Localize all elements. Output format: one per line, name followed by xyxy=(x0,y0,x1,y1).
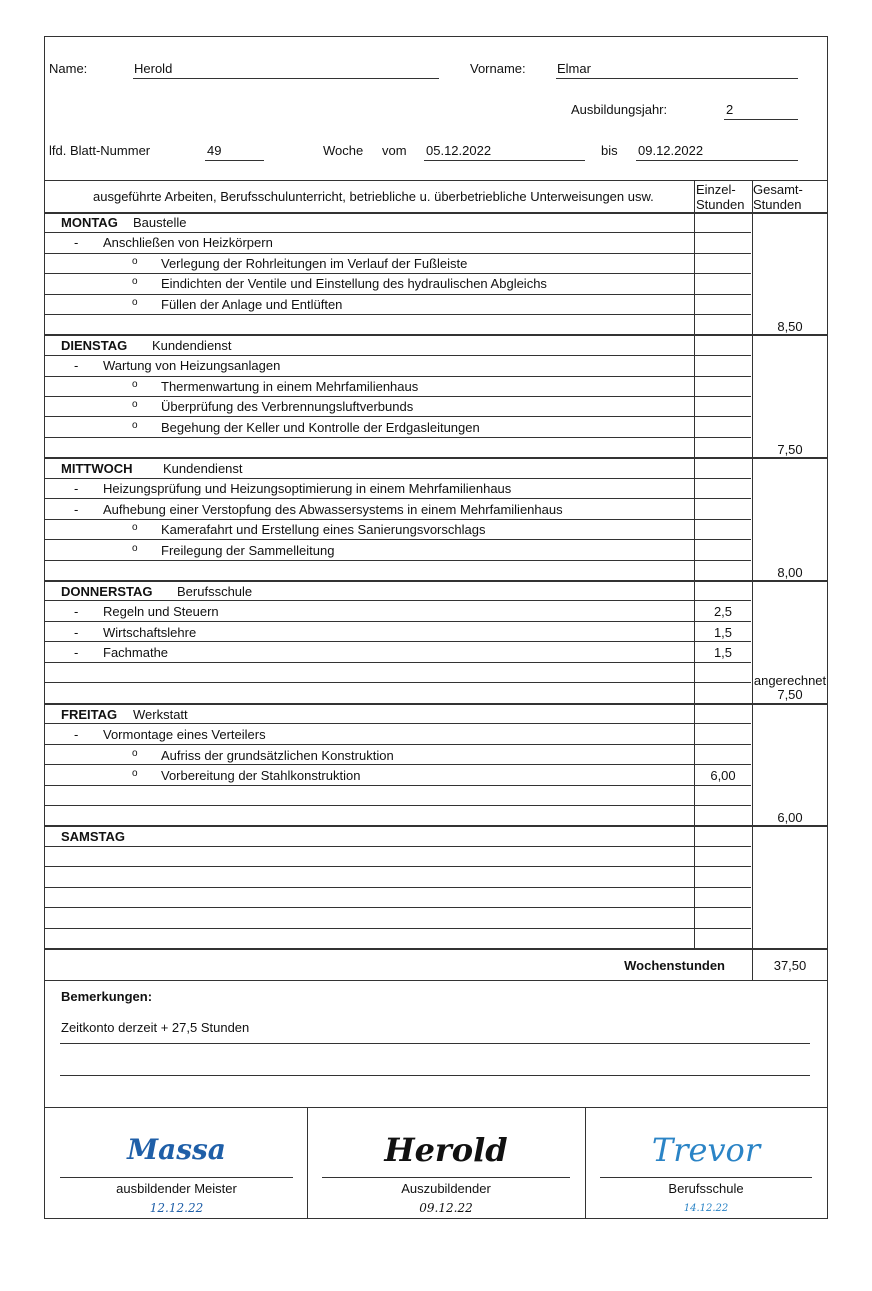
einzel-header-2: Stunden xyxy=(696,197,745,212)
entry-text: Fachmathe xyxy=(103,645,169,660)
gesamt-header-2: Stunden xyxy=(753,197,802,212)
bullet-dash: - xyxy=(74,727,79,742)
entry-text: Begehung der Keller und Kontrolle der Erdgasleitungen xyxy=(161,420,480,435)
row-line xyxy=(45,928,751,929)
blatt-value: 49 xyxy=(207,143,222,158)
row-line xyxy=(45,539,751,540)
row-line xyxy=(45,498,751,499)
row-line xyxy=(45,232,751,233)
name-value: Herold xyxy=(134,61,173,76)
day-total: 7,50 xyxy=(777,442,803,457)
row-line xyxy=(45,273,751,274)
schule-signature: Trevor xyxy=(651,1131,761,1169)
bullet-circle: o xyxy=(132,256,138,267)
bis-underline xyxy=(636,160,798,161)
day-place: Kundendienst xyxy=(152,338,232,353)
row-line xyxy=(45,723,751,724)
vorname-label: Vorname: xyxy=(470,61,526,76)
entry-text: Überprüfung des Verbrennungsluftverbunds xyxy=(161,399,414,414)
remarks-label: Bemerkungen: xyxy=(61,989,153,1004)
bullet-circle: o xyxy=(132,379,138,390)
report-sheet xyxy=(44,36,828,1219)
entry-text: Aufriss der grundsätzlichen Konstruktion xyxy=(161,748,394,763)
row-line xyxy=(45,314,751,315)
row-line xyxy=(45,376,751,377)
entry-text: Heizungsprüfung und Heizungsoptimierung in einem Mehrfamilienhaus xyxy=(103,481,512,496)
vorname-value: Elmar xyxy=(557,61,591,76)
row-line xyxy=(45,785,751,786)
bullet-dash: - xyxy=(74,625,79,640)
day-place: Baustelle xyxy=(133,215,187,230)
activities-header: ausgeführte Arbeiten, Berufsschulunterricht, betriebliche u. überbetriebliche Unterweisungen usw. xyxy=(93,189,654,204)
entry-text: Anschließen von Heizkörpern xyxy=(103,235,273,250)
row-line xyxy=(45,641,751,642)
day-label: DONNERSTAG xyxy=(61,584,153,599)
bullet-dash: - xyxy=(74,358,79,373)
row-line xyxy=(45,805,751,806)
day-place: Berufsschule xyxy=(177,584,253,599)
row-line xyxy=(45,396,751,397)
entry-hours: 6,00 xyxy=(710,768,736,783)
day-separator xyxy=(45,334,827,336)
azubi-signature: Herold xyxy=(384,1131,508,1169)
entry-text: Wartung von Heizungsanlagen xyxy=(103,358,281,373)
day-separator xyxy=(45,825,827,827)
einzel-column-divider xyxy=(694,180,695,949)
header-bottom-border xyxy=(45,212,827,214)
bullet-dash: - xyxy=(74,481,79,496)
meister-signature: Massa xyxy=(127,1133,226,1166)
day-label: MONTAG xyxy=(61,215,118,230)
row-line xyxy=(45,416,751,417)
bullet-circle: o xyxy=(132,276,138,287)
signature-divider-1 xyxy=(307,1107,308,1219)
entry-text: Aufhebung einer Verstopfung des Abwassersystems in einem Mehrfamilienhaus xyxy=(103,502,563,517)
ausbildungsjahr-underline xyxy=(724,119,798,120)
row-line xyxy=(45,294,751,295)
weekly-hours-value: 37,50 xyxy=(773,958,807,973)
azubi-date: 09.12.22 xyxy=(419,1201,473,1215)
day-separator xyxy=(45,703,827,705)
entry-text: Regeln und Steuern xyxy=(103,604,219,619)
bullet-circle: o xyxy=(132,748,138,759)
remarks-text: Zeitkonto derzeit + 27,5 Stunden xyxy=(61,1020,250,1035)
day-place: Werkstatt xyxy=(133,707,188,722)
entry-text: Vorbereitung der Stahlkonstruktion xyxy=(161,768,361,783)
entry-text: Kamerafahrt und Erstellung eines Sanierungsvorschlags xyxy=(161,522,486,537)
day-total: 7,50 xyxy=(777,687,803,702)
row-line xyxy=(45,519,751,520)
einzel-header-1: Einzel- xyxy=(696,182,736,197)
entry-hours: 2,5 xyxy=(713,604,733,619)
entry-text: Verlegung der Rohrleitungen im Verlauf der Fußleiste xyxy=(161,256,468,271)
summary-bottom-border xyxy=(45,980,827,981)
entry-hours: 1,5 xyxy=(713,645,733,660)
day-total: 8,00 xyxy=(777,565,803,580)
signature-divider-2 xyxy=(585,1107,586,1219)
day-label: SAMSTAG xyxy=(61,829,126,844)
day-place: Kundendienst xyxy=(163,461,243,476)
meister-label: ausbildender Meister xyxy=(116,1181,237,1196)
day-total-note: angerechnet xyxy=(753,673,827,688)
name-label: Name: xyxy=(49,61,88,76)
vom-value: 05.12.2022 xyxy=(426,143,492,158)
bullet-dash: - xyxy=(74,604,79,619)
meister-signature-line xyxy=(60,1177,293,1178)
bullet-circle: o xyxy=(132,399,138,410)
bis-label: bis xyxy=(601,143,618,158)
row-line xyxy=(45,764,751,765)
day-label: DIENSTAG xyxy=(61,338,128,353)
entry-text: Freilegung der Sammelleitung xyxy=(161,543,335,558)
schule-date: 14.12.22 xyxy=(683,1203,729,1214)
row-line xyxy=(45,253,751,254)
day-separator xyxy=(45,457,827,459)
row-line xyxy=(45,478,751,479)
row-line xyxy=(45,682,751,683)
row-line xyxy=(45,355,751,356)
entry-hours: 1,5 xyxy=(713,625,733,640)
ausbildungsjahr-label: Ausbildungsjahr: xyxy=(571,102,668,117)
azubi-signature-line xyxy=(322,1177,570,1178)
bullet-dash: - xyxy=(74,502,79,517)
ausbildungsjahr-value: 2 xyxy=(726,102,734,117)
day-total: 8,50 xyxy=(777,319,803,334)
bullet-dash: - xyxy=(74,235,79,250)
bullet-dash: - xyxy=(74,645,79,660)
bis-value: 09.12.2022 xyxy=(638,143,704,158)
remarks-line-1 xyxy=(60,1043,810,1044)
row-line xyxy=(45,846,751,847)
signature-top-border xyxy=(45,1107,827,1108)
row-line xyxy=(45,437,751,438)
day-label: FREITAG xyxy=(61,707,118,722)
vorname-underline xyxy=(556,78,798,79)
row-line xyxy=(45,662,751,663)
row-line xyxy=(45,621,751,622)
row-line xyxy=(45,560,751,561)
vom-underline xyxy=(424,160,585,161)
bullet-circle: o xyxy=(132,522,138,533)
blatt-underline xyxy=(205,160,264,161)
day-total: 6,00 xyxy=(777,810,803,825)
entry-text: Füllen der Anlage und Entlüften xyxy=(161,297,343,312)
row-line xyxy=(45,907,751,908)
row-line xyxy=(45,866,751,867)
entry-text: Vormontage eines Verteilers xyxy=(103,727,266,742)
bullet-circle: o xyxy=(132,420,138,431)
row-line xyxy=(45,744,751,745)
remarks-line-2 xyxy=(60,1075,810,1076)
day-label: MITTWOCH xyxy=(61,461,133,476)
day-separator xyxy=(45,580,827,582)
meister-date: 12.12.22 xyxy=(149,1201,204,1215)
row-line xyxy=(45,600,751,601)
entry-text: Wirtschaftslehre xyxy=(103,625,197,640)
entry-text: Eindichten der Ventile und Einstellung des hydraulischen Abgleichs xyxy=(161,276,547,291)
table-top-border xyxy=(45,180,827,181)
vom-label: vom xyxy=(382,143,407,158)
weekly-hours-label: Wochenstunden xyxy=(624,958,725,973)
bullet-circle: o xyxy=(132,768,138,779)
gesamt-header-1: Gesamt- xyxy=(753,182,803,197)
row-line xyxy=(45,887,751,888)
bullet-circle: o xyxy=(132,543,138,554)
blatt-label: lfd. Blatt-Nummer xyxy=(49,143,151,158)
name-underline xyxy=(133,78,439,79)
azubi-label: Auszubildender xyxy=(401,1181,491,1196)
entry-text: Thermenwartung in einem Mehrfamilienhaus xyxy=(161,379,419,394)
woche-label: Woche xyxy=(323,143,364,158)
schule-label: Berufsschule xyxy=(668,1181,744,1196)
schule-signature-line xyxy=(600,1177,812,1178)
day-separator xyxy=(45,948,827,950)
bullet-circle: o xyxy=(132,297,138,308)
